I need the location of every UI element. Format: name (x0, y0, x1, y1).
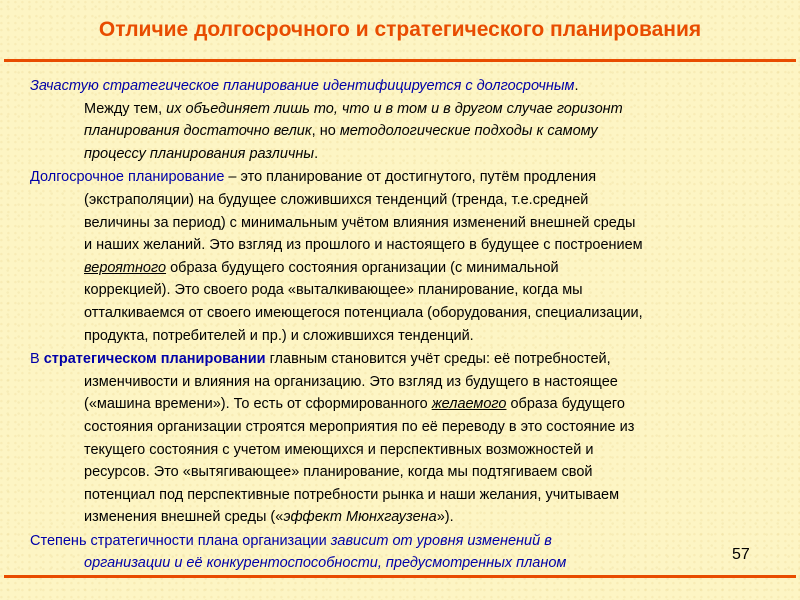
text-run: желаемого (431, 396, 507, 413)
text-run: эффект Мюнхгаузена (283, 509, 437, 526)
paragraph-2 (30, 166, 775, 347)
text-run: . (314, 145, 319, 162)
text-run: Долгосрочное планирование (30, 169, 225, 186)
text-run: образа будущего состояния организации (с минимальной (166, 259, 559, 276)
text-run: (экстраполяции) на будущее сложившихся тенденций (тренда, т.е.средней (84, 191, 589, 208)
text-run: состояния организации строятся мероприятия по её переводу в это состояние из (84, 418, 635, 435)
text-run: Зачастую стратегическое планирование идентифицируется с долгосрочным (30, 78, 575, 94)
title-divider (4, 59, 796, 62)
text-run: текущего состояния с учетом имеющихся и перспективных возможностей и (84, 441, 594, 458)
text-run: планирования достаточно велик (84, 123, 312, 140)
footer-divider (4, 575, 796, 578)
text-run: В (30, 351, 44, 368)
text-run: Степень стратегичности плана организации (30, 532, 327, 549)
text-run: изменения внешней среды (« (84, 509, 284, 526)
text-run: потенциал под перспективные потребности рынка и наши желания, учитываем (84, 486, 620, 503)
text-run: («машина времени»). То есть от сформированного (84, 396, 432, 413)
text-run: »). (436, 509, 454, 526)
text-run: методологические подходы к самому (339, 123, 598, 140)
paragraph-3 (30, 348, 775, 529)
page-number: 57 (732, 546, 750, 563)
text-run: отталкиваемся от своего имеющегося потенциала (оборудования, специализации, (84, 304, 643, 321)
text-run: , но (311, 123, 340, 140)
text-run: образа будущего (506, 396, 625, 413)
text-run: . (574, 78, 579, 94)
text-run: изменчивости и влияния на организацию. Это взгляд из будущего в настоящее (84, 373, 618, 390)
paragraph-4 (30, 530, 775, 575)
text-run: их объединяет лишь то, что и в том и в другом случае горизонт (166, 100, 623, 117)
text-run: величины за период) с минимальным учётом влияния изменений внешней среды (84, 214, 636, 231)
text-run: зависит от уровня изменений в (330, 532, 552, 549)
text-run: организации и её конкурентоспособности, предусмотренных планом (84, 555, 567, 572)
text-run: стратегическом планировании (43, 351, 266, 368)
text-run: – это планирование от достигнутого, путём продления (224, 169, 597, 186)
text-run: процессу планирования различны (84, 145, 315, 162)
text-run: ресурсов. Это «вытягивающее» планирование, когда мы подтягиваем свой (84, 464, 593, 481)
text-run: коррекцией). Это своего рода «выталкивающее» планирование, когда мы (84, 282, 583, 299)
slide-title: Отличие долгосрочного и стратегического планирования (98, 18, 702, 41)
slide-body (30, 75, 775, 576)
text-run: главным становится учёт среды: её потребностей, (265, 351, 611, 368)
paragraph-1 (30, 75, 775, 165)
text-run: вероятного (84, 259, 167, 276)
text-run: и наших желаний. Это взгляд из прошлого и настоящего в будущее с построением (84, 237, 643, 254)
text-run: Между тем, (84, 100, 167, 117)
text-run: продукта, потребителей и пр.) и сложившихся тенденций. (84, 327, 474, 344)
